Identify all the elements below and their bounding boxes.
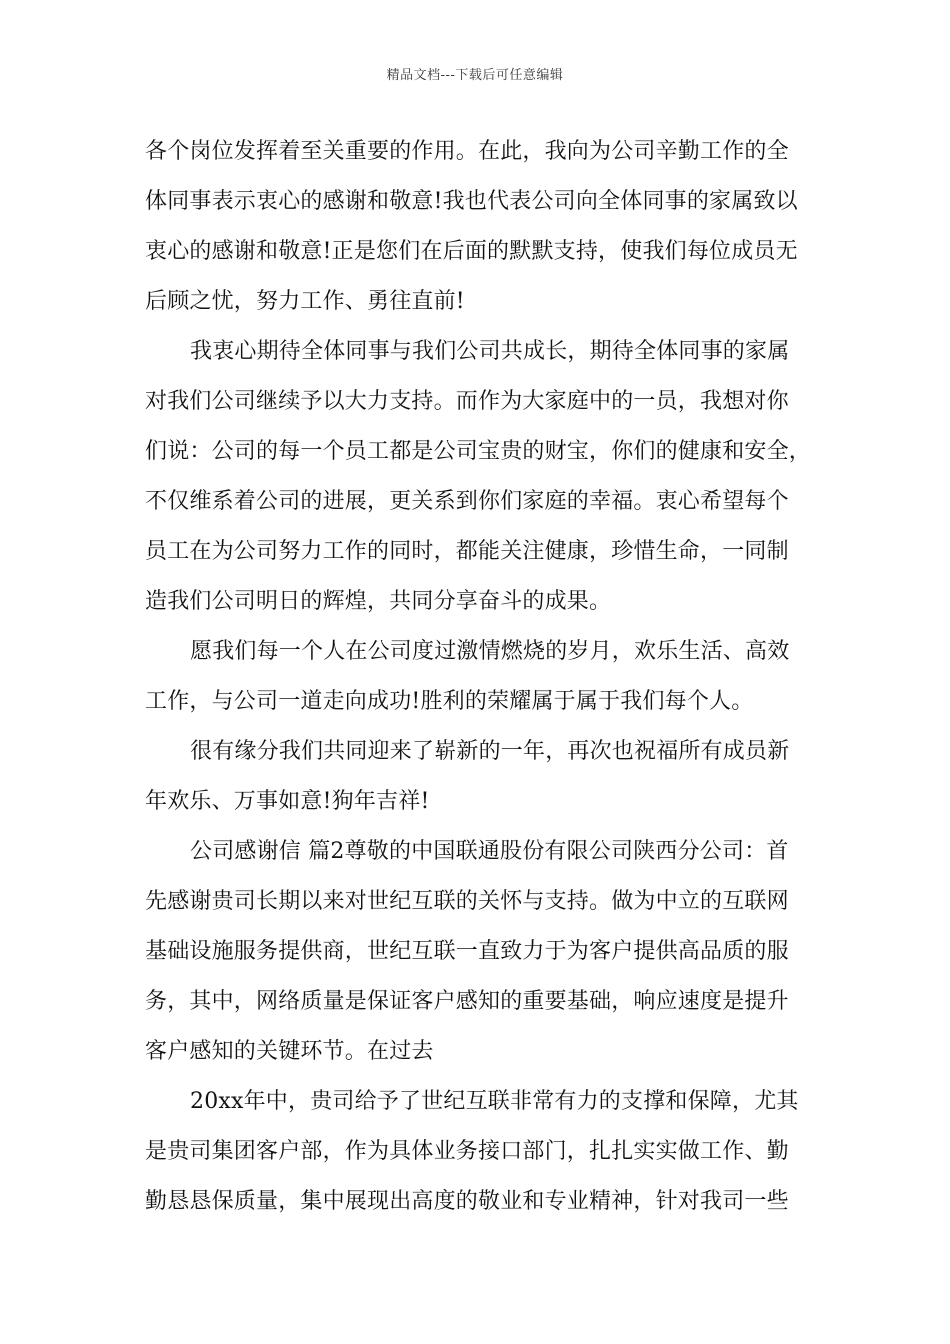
body-line: 工作，与公司一道走向成功!胜利的荣耀属于属于我们每个人。	[145, 689, 754, 714]
body-line: 勤恳恳保质量，集中展现出高度的敬业和专业精神，针对我司一些	[145, 1189, 789, 1214]
paragraph-first-line: 愿我们每一个人在公司度过激情燃烧的岁月，欢乐生活、高效	[190, 639, 790, 664]
page-header: 精品文档---下载后可任意编辑	[386, 68, 564, 83]
body-line: 造我们公司明日的辉煌，共同分享奋斗的成果。	[145, 589, 612, 614]
body-line: 客户感知的关键环节。在过去	[145, 1039, 434, 1064]
body-line: 先感谢贵司长期以来对世纪互联的关怀与支持。做为中立的互联网	[145, 889, 789, 914]
document-body	[145, 127, 821, 1227]
paragraph-first-line: 我衷心期待全体同事与我们公司共成长，期待全体同事的家属	[190, 339, 790, 364]
body-line: 衷心的感谢和敬意!正是您们在后面的默默支持，使我们每位成员无	[145, 239, 798, 264]
paragraph-first-line: 20xx年中，贵司给予了世纪互联非常有力的支撑和保障，尤其	[190, 1089, 799, 1114]
body-line: 员工在为公司努力工作的同时，都能关注健康，珍惜生命，一同制	[145, 539, 789, 564]
paragraph-first-line: 很有缘分我们共同迎来了崭新的一年，再次也祝福所有成员新	[190, 739, 790, 764]
paragraph-first-line: 公司感谢信 篇2尊敬的中国联通股份有限公司陕西分公司：首	[190, 839, 789, 864]
body-line: 不仅维系着公司的进展，更关系到你们家庭的幸福。衷心希望每个	[145, 489, 789, 514]
body-line: 是贵司集团客户部，作为具体业务接口部门，扎扎实实做工作、勤	[145, 1139, 789, 1164]
body-line: 务，其中，网络质量是保证客户感知的重要基础，响应速度是提升	[145, 989, 789, 1014]
body-line: 体同事表示衷心的感谢和敬意!我也代表公司向全体同事的家属致以	[145, 189, 798, 214]
body-line: 们说：公司的每一个员工都是公司宝贵的财宝，你们的健康和安全，	[145, 439, 812, 464]
body-line: 各个岗位发挥着至关重要的作用。在此，我向为公司辛勤工作的全	[145, 139, 789, 164]
body-line: 对我们公司继续予以大力支持。而作为大家庭中的一员，我想对你	[145, 389, 789, 414]
body-line: 基础设施服务提供商，世纪互联一直致力于为客户提供高品质的服	[145, 939, 789, 964]
body-line: 年欢乐、万事如意!狗年吉祥!	[145, 789, 430, 814]
body-line: 后顾之忧，努力工作、勇往直前!	[145, 289, 465, 314]
